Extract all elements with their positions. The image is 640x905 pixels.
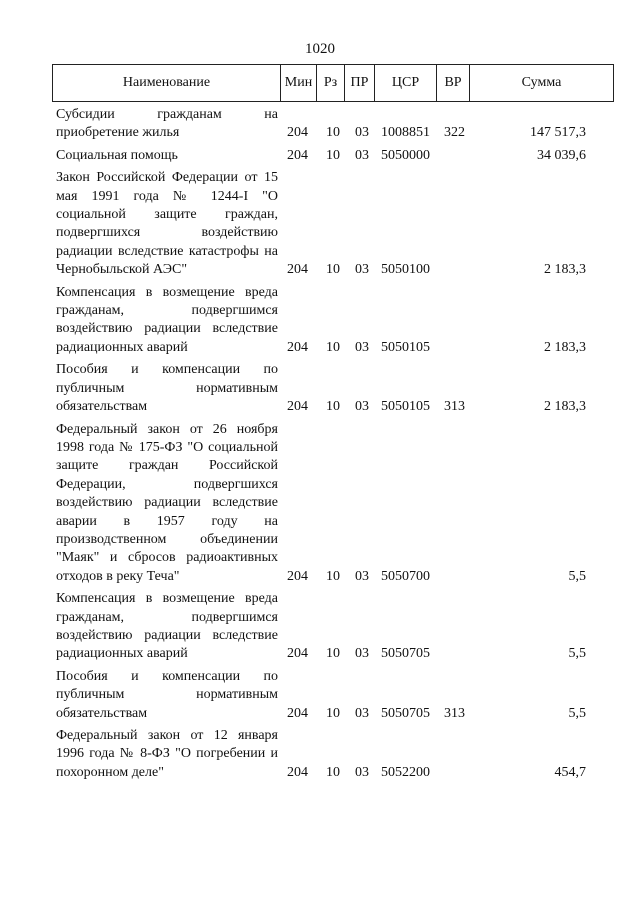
column-header-rz: Рз — [316, 65, 344, 101]
row-rz: 10 — [326, 399, 340, 415]
table-row — [52, 106, 614, 143]
row-csr: 5050105 — [381, 339, 430, 355]
row-vr: 313 — [444, 705, 465, 721]
row-min: 204 — [287, 147, 308, 163]
row-name: Субсидии гражданам на приобретение жилья — [56, 107, 278, 141]
row-sum: 2 183,3 — [544, 339, 586, 355]
row-csr: 1008851 — [381, 125, 430, 141]
row-sum: 34 039,6 — [537, 147, 586, 163]
row-vr: 313 — [444, 399, 465, 415]
row-sum: 5,5 — [568, 568, 586, 584]
row-pr: 03 — [355, 764, 369, 780]
row-rz: 10 — [326, 262, 340, 278]
column-header-name: Наименование — [122, 75, 211, 90]
row-sum: 147 517,3 — [530, 125, 586, 141]
row-sum: 454,7 — [554, 764, 586, 780]
row-name: Федеральный закон от 12 января 1996 года № 8-ФЗ "О погребении и похоронном деле" — [56, 728, 278, 780]
row-min: 204 — [287, 399, 308, 415]
row-name: Федеральный закон от 26 ноября 1998 года № 175-ФЗ "О социальной защите граждан Российской Федерации, подвергшихся воздействию радиации вследствие аварии в 1957 году на производственном объединении "Маяк" и сбросов радиоактивных отходов в реку Теча" — [56, 421, 278, 584]
row-csr: 5050705 — [381, 646, 430, 662]
row-csr: 5050105 — [381, 399, 430, 415]
row-csr: 5050700 — [381, 568, 430, 584]
row-pr: 03 — [355, 646, 369, 662]
row-min: 204 — [287, 125, 308, 141]
row-sum: 2 183,3 — [544, 262, 586, 278]
page-number: 1020 — [305, 41, 335, 57]
row-csr: 5050705 — [381, 705, 430, 721]
column-header-vr: ВР — [436, 65, 469, 101]
row-name: Социальная помощь — [56, 147, 178, 163]
table-row — [52, 361, 614, 416]
row-name: Пособия и компенсации по публичным нормативным обязательствам — [56, 668, 278, 721]
row-min: 204 — [287, 705, 308, 721]
row-min: 204 — [287, 646, 308, 662]
table-row — [52, 668, 614, 723]
table-row — [52, 284, 614, 358]
table-row — [52, 727, 614, 782]
row-min: 204 — [287, 262, 308, 278]
table-row — [52, 169, 614, 279]
row-rz: 10 — [326, 339, 340, 355]
column-header-min: Мин — [280, 65, 316, 101]
row-rz: 10 — [326, 646, 340, 662]
row-pr: 03 — [355, 568, 369, 584]
row-sum: 2 183,3 — [544, 399, 586, 415]
table-body — [52, 106, 614, 786]
row-sum: 5,5 — [568, 646, 586, 662]
row-csr: 5050100 — [381, 262, 430, 278]
column-header-csr: ЦСР — [374, 65, 436, 101]
row-rz: 10 — [326, 705, 340, 721]
row-pr: 03 — [355, 339, 369, 355]
row-pr: 03 — [355, 705, 369, 721]
row-min: 204 — [287, 339, 308, 355]
row-rz: 10 — [326, 568, 340, 584]
row-sum: 5,5 — [568, 705, 586, 721]
table-row — [52, 421, 614, 587]
row-vr: 322 — [444, 125, 465, 141]
row-min: 204 — [287, 764, 308, 780]
row-rz: 10 — [326, 764, 340, 780]
row-name: Компенсация в возмещение вреда гражданам, подвергшимся воздействию радиации вследствие радиационных аварий — [56, 284, 278, 355]
row-csr: 5052200 — [381, 764, 430, 780]
row-pr: 03 — [355, 147, 369, 163]
row-name: Компенсация в возмещение вреда гражданам, подвергшимся воздействию радиации вследствие радиационных аварий — [56, 591, 278, 662]
column-header-pr: ПР — [344, 65, 374, 101]
row-pr: 03 — [355, 399, 369, 415]
table-row — [52, 147, 614, 165]
row-rz: 10 — [326, 147, 340, 163]
row-rz: 10 — [326, 125, 340, 141]
row-name: Закон Российской Федерации от 15 мая 1991 года № 1244-I "О социальной защите граждан, подвергшихся воздействию радиации вследствие катастрофы на Чернобыльской АЭС" — [56, 170, 278, 278]
row-csr: 5050000 — [381, 147, 430, 163]
row-min: 204 — [287, 568, 308, 584]
column-header-sum: Сумма — [469, 65, 613, 101]
table-row — [52, 590, 614, 664]
row-pr: 03 — [355, 262, 369, 278]
row-pr: 03 — [355, 125, 369, 141]
table-header — [52, 64, 614, 102]
row-name: Пособия и компенсации по публичным нормативным обязательствам — [56, 362, 278, 415]
